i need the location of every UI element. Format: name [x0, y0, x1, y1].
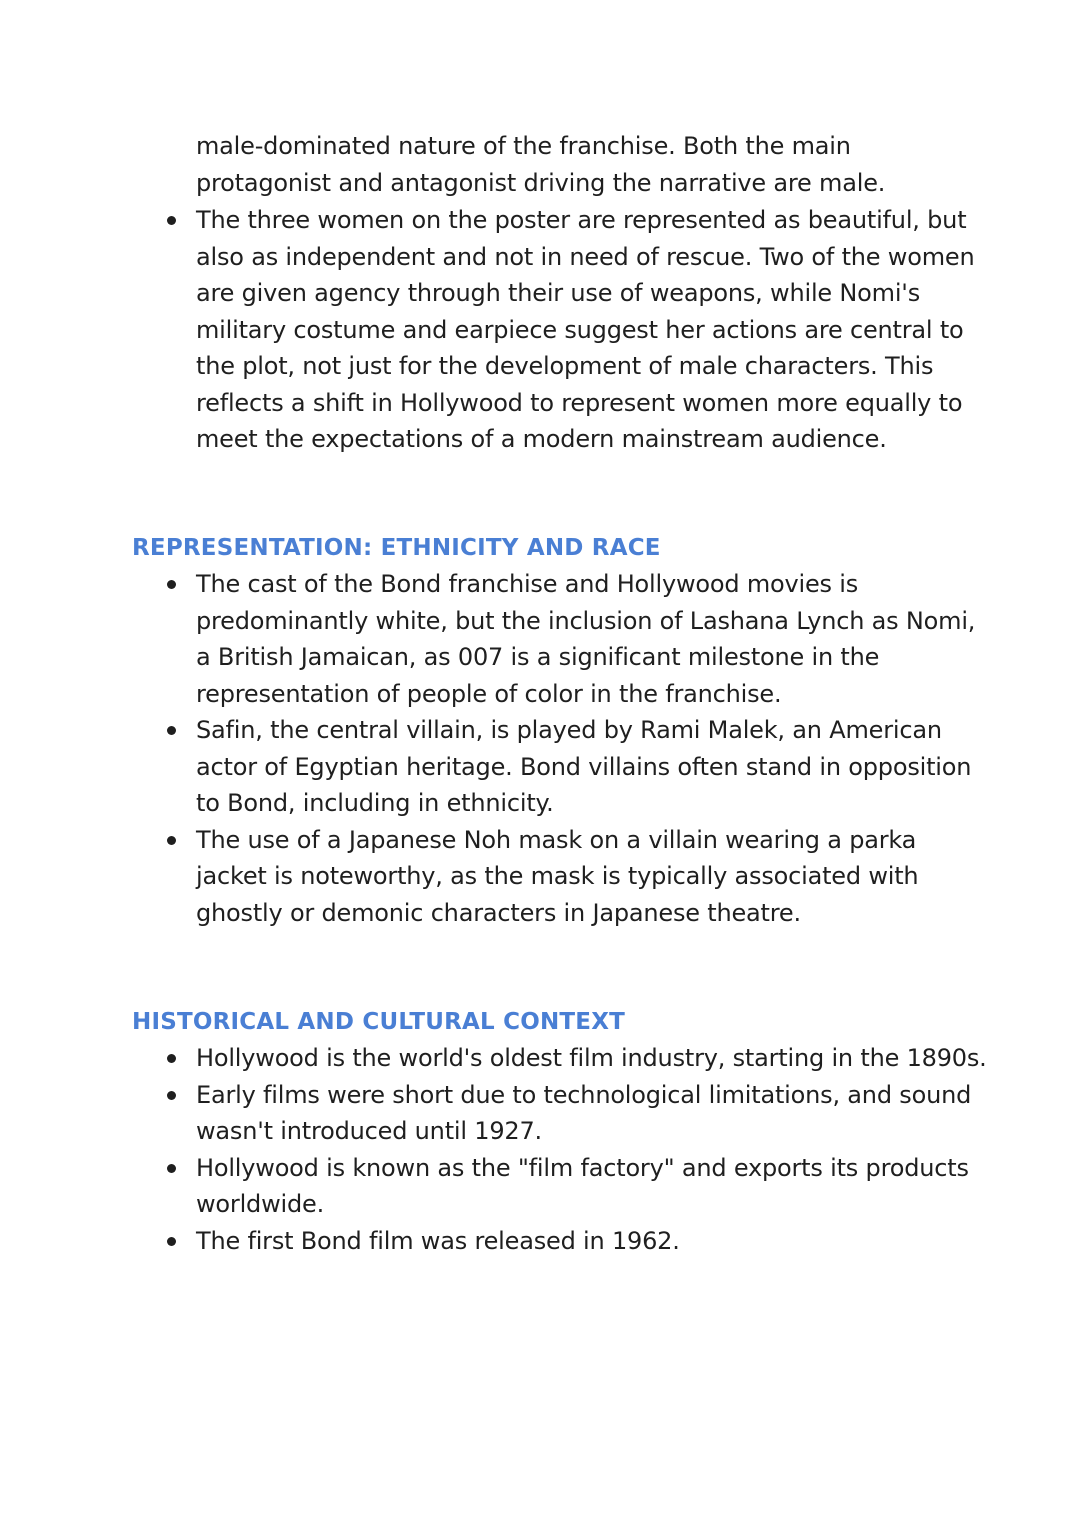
list-item-text: The three women on the poster are represented as beautiful, but also as independent and not in need of rescue. Two of the women are given agency through their use of weapons, while Nomi's military costume and earpiece suggest her actions are central to the plot, not just for the development of male characters. This reflects a shift in Hollywood to represent women more equally to meet the expectations of a modern mainstream audience. — [196, 206, 975, 453]
bullet-icon — [167, 1054, 176, 1063]
bullet-icon — [167, 726, 176, 735]
context-bullet-list — [0, 1040, 1080, 1259]
list-item — [0, 1150, 1080, 1223]
section-heading-ethnicity: REPRESENTATION: ETHNICITY AND RACE — [132, 535, 661, 561]
list-item — [0, 1223, 1080, 1260]
bullet-icon — [167, 1237, 176, 1246]
bullet-icon — [167, 216, 176, 225]
list-item-text: The first Bond film was released in 1962. — [196, 1226, 680, 1255]
list-item-text: The cast of the Bond franchise and Hollywood movies is predominantly white, but the inclusion of Lashana Lynch as Nomi, a British Jamaican, as 007 is a significant milestone in the representation of people of color in the franchise. — [196, 570, 976, 708]
bullet-icon — [167, 1164, 176, 1173]
list-item — [0, 202, 1080, 458]
list-item — [0, 566, 1080, 712]
list-item-text: Safin, the central villain, is played by Rami Malek, an American actor of Egyptian heritage. Bond villains often stand in opposition to Bond, including in ethnicity. — [196, 716, 972, 817]
bullet-icon — [167, 836, 176, 845]
list-item-text: Hollywood is the world's oldest film industry, starting in the 1890s. — [196, 1044, 987, 1072]
bullet-icon — [167, 580, 176, 589]
list-item-text: The use of a Japanese Noh mask on a villain wearing a parka jacket is noteworthy, as the mask is typically associated with ghostly or demonic characters in Japanese theatre. — [196, 825, 919, 927]
list-item-text: Early films were short due to technological limitations, and sound wasn't introduced until 1927. — [196, 1080, 972, 1145]
bullet-icon — [167, 1091, 176, 1100]
section-heading-context: HISTORICAL AND CULTURAL CONTEXT — [132, 1009, 626, 1035]
ethnicity-bullet-list — [0, 566, 1080, 931]
list-item — [0, 1040, 1080, 1077]
intro-bullet-list — [0, 202, 1080, 458]
list-item — [0, 712, 1080, 822]
list-item-text: Hollywood is known as the "film factory" and exports its products worldwide. — [196, 1153, 969, 1218]
list-item — [0, 822, 1080, 932]
list-item — [0, 1077, 1080, 1150]
continuation-paragraph: male-dominated nature of the franchise. Both the main protagonist and antagonist driving the narrative are male. — [196, 132, 886, 197]
